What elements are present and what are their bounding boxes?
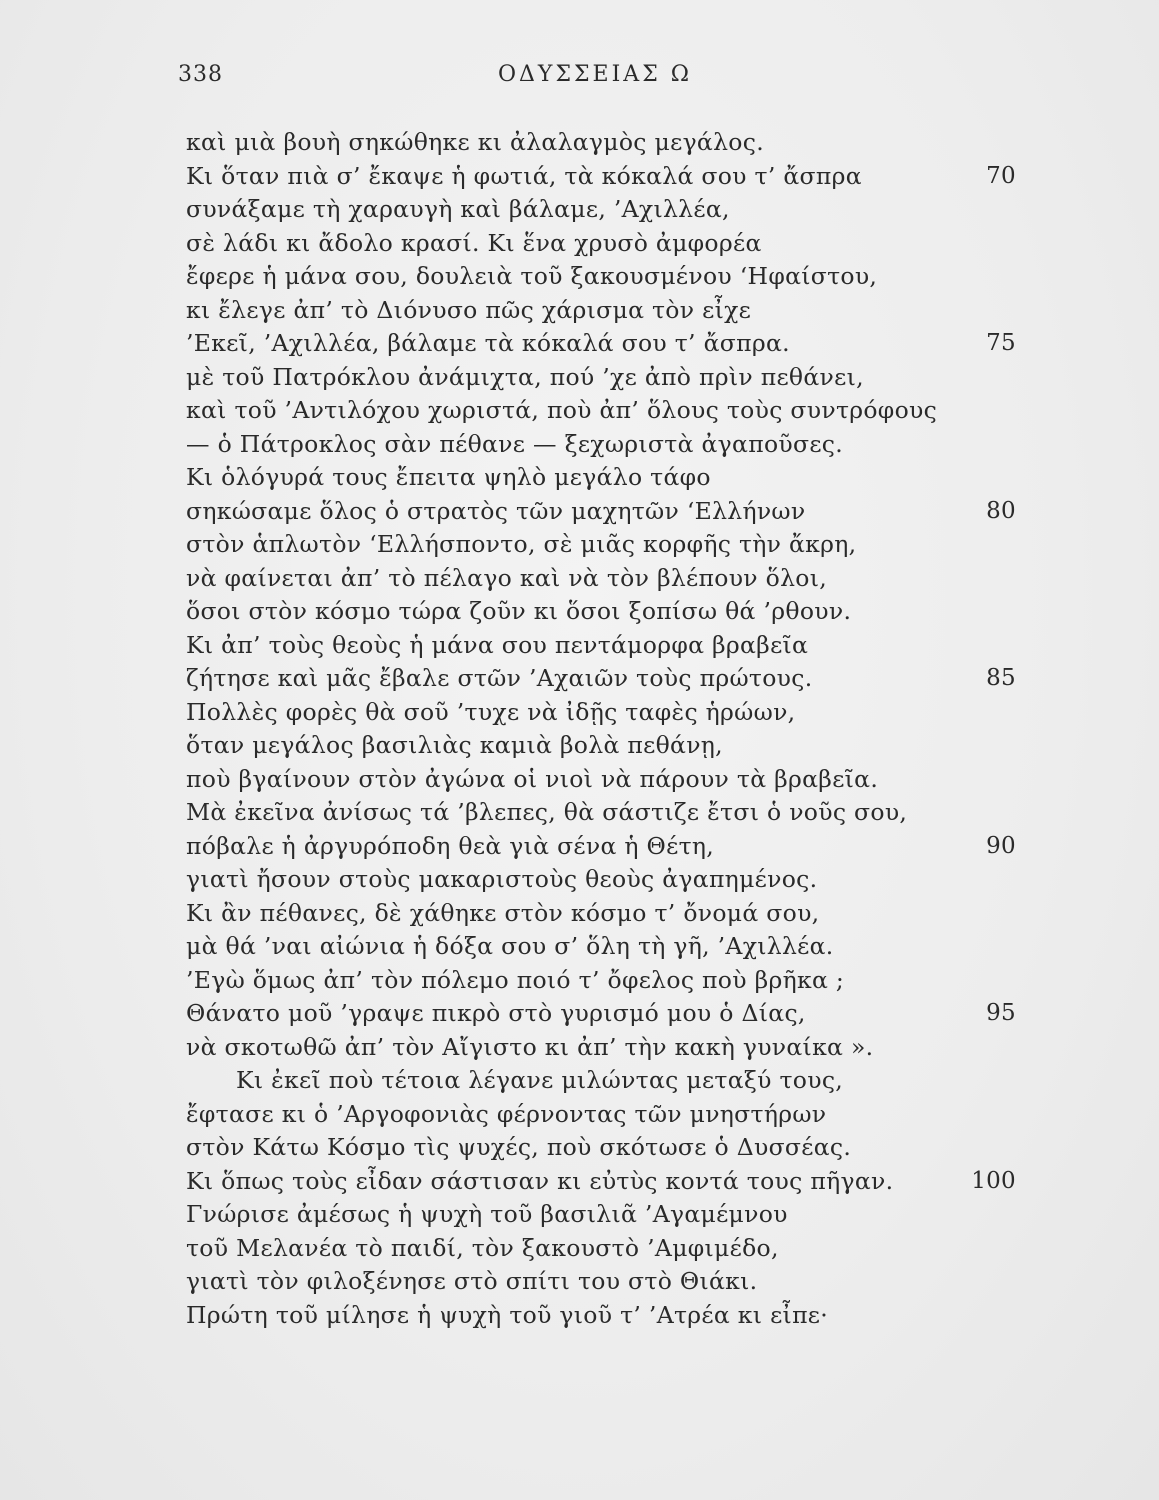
line-number: 80	[986, 497, 1016, 524]
verse-line	[186, 997, 1026, 1031]
page-number: 338	[178, 62, 223, 87]
verse-line	[186, 830, 1026, 864]
verse-text: γιατὶ ἤσουν στοὺς μακαριστοὺς θεοὺς ἀγαπημένος.	[186, 865, 818, 893]
verse-text: — ὁ Πάτροκλος σὰν πέθανε — ξεχωριστὰ ἀγαποῦσες.	[186, 429, 844, 458]
line-number: 90	[986, 832, 1016, 859]
verse-text: πόβαλε ἡ ἀργυρόποδη θεὰ γιὰ σένα ἡ Θέτη,	[186, 831, 715, 860]
verse-line	[186, 562, 1026, 596]
verse-text: στὸν ἁπλωτὸν ‘Ελλήσποντο, σὲ μιᾶς κορφῆς τὴν ἄκρη,	[186, 530, 857, 558]
verse-line	[186, 528, 1026, 562]
verse-line	[186, 796, 1026, 830]
line-number: 75	[986, 330, 1016, 356]
verse-line	[186, 1232, 1026, 1266]
verse-text: στὸν Κάτω Κόσμο τὶς ψυχές, ποὺ σκότωσε ὁ Δυσσέας.	[186, 1133, 852, 1161]
verse-line	[186, 193, 1026, 227]
verse-line	[186, 160, 1026, 194]
verse-text: ἔφτασε κι ὁ ’Αργοφονιὰς φέρνοντας τῶν μνηστήρων	[186, 1099, 827, 1128]
line-number: 95	[986, 1000, 1016, 1026]
verse-text: κι ἔλεγε ἀπ’ τὸ Διόνυσο πῶς χάρισμα τὸν εἶχε	[186, 295, 752, 324]
verse-text: Πρώτη τοῦ μίλησε ἡ ψυχὴ τοῦ γιοῦ τ’ ’Ατρέα κι εἶπε·	[186, 1300, 829, 1329]
verse-line	[186, 361, 1026, 395]
verse-line	[186, 495, 1026, 529]
verse-text: σὲ λάδι κι ἄδολο κρασί. Κι ἕνα χρυσὸ ἀμφορέα	[186, 228, 762, 257]
verse-text: Μὰ ἐκεῖνα ἀνίσως τά ’βλεπες, θὰ σάστιζε ἔτσι ὁ νοῦς σου,	[186, 798, 908, 826]
line-number: 100	[971, 1167, 1016, 1194]
verse-line	[186, 1165, 1026, 1199]
verse-text: καὶ μιὰ βουὴ σηκώθηκε κι ἀλαλαγμὸς μεγάλος.	[186, 128, 764, 156]
verse-text: καὶ τοῦ ’Αντιλόχου χωριστά, ποὺ ἀπ’ ὅλους τοὺς συντρόφους	[186, 396, 938, 424]
verse-line	[186, 964, 1026, 998]
verse-text: Γνώρισε ἀμέσως ἡ ψυχὴ τοῦ βασιλιᾶ ’Αγαμέμνου	[186, 1200, 788, 1228]
verse-text: σηκώσαμε ὅλος ὁ στρατὸς τῶν μαχητῶν ‘Ελλήνων	[186, 496, 806, 525]
verse-text: Πολλὲς φορὲς θὰ σοῦ ’τυχε νὰ ἰδῇς ταφὲς ἡρώων,	[186, 697, 796, 726]
verse-text: ’Εγὼ ὅμως ἀπ’ τὸν πόλεμο ποιό τ’ ὄφελος ποὺ βρῆκα ;	[186, 965, 845, 994]
verse-line	[186, 1198, 1026, 1232]
verse-line	[186, 260, 1026, 294]
verse-text: Κι ὁλόγυρά τους ἔπειτα ψηλὸ μεγάλο τάφο	[186, 463, 711, 491]
verse-line	[186, 1265, 1026, 1299]
verse-line	[186, 394, 1026, 428]
line-number: 85	[986, 665, 1016, 691]
verse-line	[186, 696, 1026, 730]
verse-line	[186, 1064, 1026, 1098]
verse-line	[186, 294, 1026, 328]
running-title: ΟΔΥΣΣΕΙΑΣ Ω	[498, 62, 692, 87]
verse-text: Κι ὅταν πιὰ σ’ ἔκαψε ἡ φωτιά, τὰ κόκαλά σου τ’ ἄσπρα	[186, 161, 862, 190]
verse-line	[186, 1131, 1026, 1165]
verse-line	[186, 629, 1026, 663]
verse-text: τοῦ Μελανέα τὸ παιδί, τὸν ξακουστὸ ’Αμφιμέδο,	[186, 1233, 779, 1262]
verse-line	[186, 227, 1026, 261]
verse-line	[186, 1098, 1026, 1132]
verse-line	[186, 327, 1026, 361]
verse-text: Θάνατο μοῦ ’γραψε πικρὸ στὸ γυρισμό μου ὁ Δίας,	[186, 999, 806, 1027]
verse-line	[186, 662, 1026, 696]
verse-line	[186, 729, 1026, 763]
verse-text: μὰ θά ’ναι αἰώνια ἡ δόξα σου σ’ ὅλη τὴ γῆ, ’Αχιλλέα.	[186, 932, 834, 960]
verse-text: Κι ἀπ’ τοὺς θεοὺς ἡ μάνα σου πεντάμορφα βραβεῖα	[186, 630, 809, 659]
verse-line	[186, 1299, 1026, 1333]
verse-line	[186, 930, 1026, 964]
verse-line	[186, 461, 1026, 495]
verse-text: Κι ἂν πέθανες, δὲ χάθηκε στὸν κόσμο τ’ ὄνομά σου,	[186, 898, 820, 927]
verse-text: ποὺ βγαίνουν στὸν ἀγώνα οἱ νιοὶ νὰ πάρουν τὰ βραβεῖα.	[186, 764, 879, 793]
verse-line	[186, 1031, 1026, 1065]
verse-text: γιατὶ τὸν φιλοξένησε στὸ σπίτι του στὸ Θιάκι.	[186, 1267, 758, 1295]
verse-line	[186, 897, 1026, 931]
verse-line	[186, 595, 1026, 629]
verse-text: Κι ἐκεῖ ποὺ τέτοια λέγανε μιλώντας μεταξύ τους,	[236, 1066, 844, 1094]
verse-text: ὅσοι στὸν κόσμο τώρα ζοῦν κι ὅσοι ξοπίσω θά ’ρθουν.	[186, 597, 852, 625]
verse-text: νὰ σκοτωθῶ ἀπ’ τὸν Αἴγιστο κι ἀπ’ τὴν κακὴ γυναίκα ».	[186, 1032, 874, 1061]
verse-text: ζήτησε καὶ μᾶς ἔβαλε στῶν ’Αχαιῶν τοὺς πρώτους.	[186, 664, 813, 692]
page-header	[178, 62, 1018, 102]
verse-text: ’Εκεῖ, ’Αχιλλέα, βάλαμε τὰ κόκαλά σου τ’ ἄσπρα.	[186, 329, 790, 357]
verse-text: συνάξαμε τὴ χαραυγὴ καὶ βάλαμε, ’Αχιλλέα,	[186, 195, 730, 223]
verse-text: ὅταν μεγάλος βασιλιὰς καμιὰ βολὰ πεθάνῃ,	[186, 731, 723, 759]
verse-line	[186, 428, 1026, 462]
verse-text: νὰ φαίνεται ἀπ’ τὸ πέλαγο καὶ νὰ τὸν βλέπουν ὅλοι,	[186, 563, 828, 592]
verse-line	[186, 126, 1026, 160]
verse-line	[186, 763, 1026, 797]
verse-text: ἔφερε ἡ μάνα σου, δουλειὰ τοῦ ξακουσμένου ‘Ηφαίστου,	[186, 262, 878, 290]
line-number: 70	[986, 162, 1016, 189]
verse-text: μὲ τοῦ Πατρόκλου ἀνάμιχτα, πού ’χε ἀπὸ πρὶν πεθάνει,	[186, 362, 864, 391]
poem-text	[186, 126, 1026, 1332]
verse-line	[186, 863, 1026, 897]
verse-text: Κι ὅπως τοὺς εἶδαν σάστισαν κι εὐτὺς κοντά τους πῆγαν.	[186, 1166, 894, 1195]
